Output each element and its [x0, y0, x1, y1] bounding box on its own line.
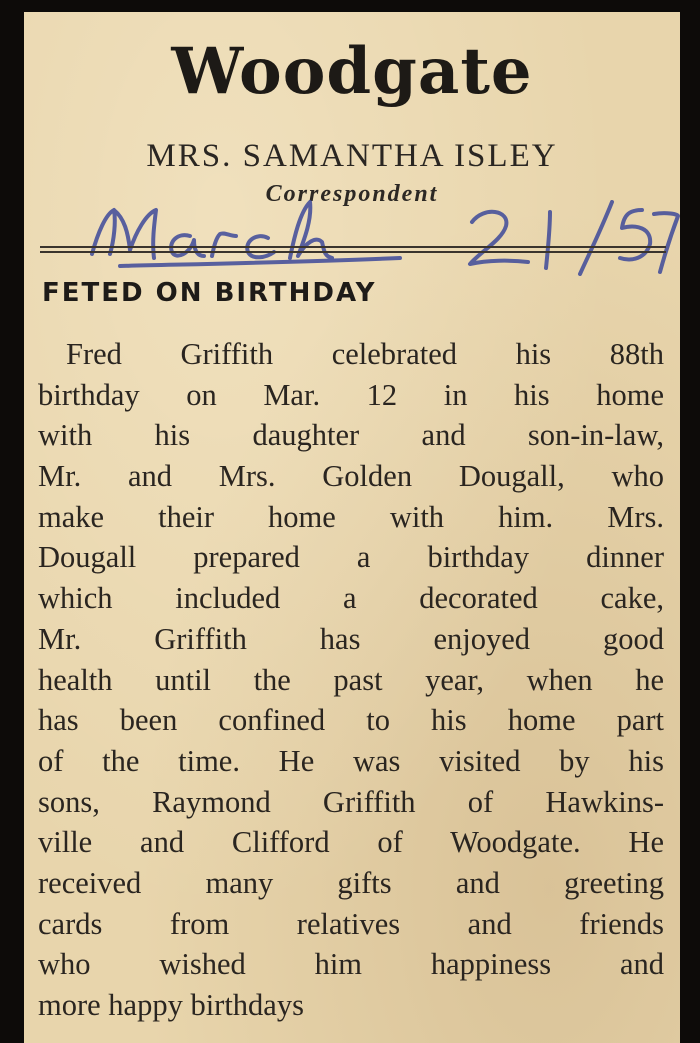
article-line: with his daughter and son-in-law, — [38, 418, 664, 453]
article-line: of the time. He was visited by his — [38, 743, 664, 778]
article-line: Mr. and Mrs. Golden Dougall, who — [38, 459, 664, 494]
header-double-rule — [40, 246, 666, 253]
article-line: cards from relatives and friends — [38, 906, 664, 941]
article-line: Mr. Griffith has enjoyed good — [38, 621, 664, 656]
article-line: birthday on Mar. 12 in his home — [38, 377, 664, 412]
article-line: received many gifts and greeting — [38, 865, 664, 900]
article-line: make their home with him. Mrs. — [38, 499, 664, 534]
correspondent-name: MRS. SAMANTHA ISLEY — [146, 138, 558, 174]
article-line: who wished him happiness and — [38, 947, 664, 982]
article-line: ville and Clifford of Woodgate. He — [38, 825, 664, 860]
article-line: health until the past year, when he — [38, 662, 664, 697]
article-line: which included a decorated cake, — [38, 581, 664, 616]
article-body — [38, 334, 664, 1026]
article-line: sons, Raymond Griffith of Hawkins- — [38, 784, 664, 819]
article-line: more happy birthdays — [38, 988, 304, 1022]
article-headline: FETED ON BIRTHDAY — [42, 278, 377, 308]
article-line: Fred Griffith celebrated his 88th — [66, 337, 664, 371]
article-line: has been confined to his home part — [38, 703, 664, 738]
newspaper-clipping — [24, 12, 680, 1043]
handwritten-date-annotation — [80, 192, 680, 282]
article-line: Dougall prepared a birthday dinner — [38, 540, 664, 575]
correspondent-role: Correspondent — [265, 181, 439, 207]
masthead-title: Woodgate — [171, 34, 533, 109]
